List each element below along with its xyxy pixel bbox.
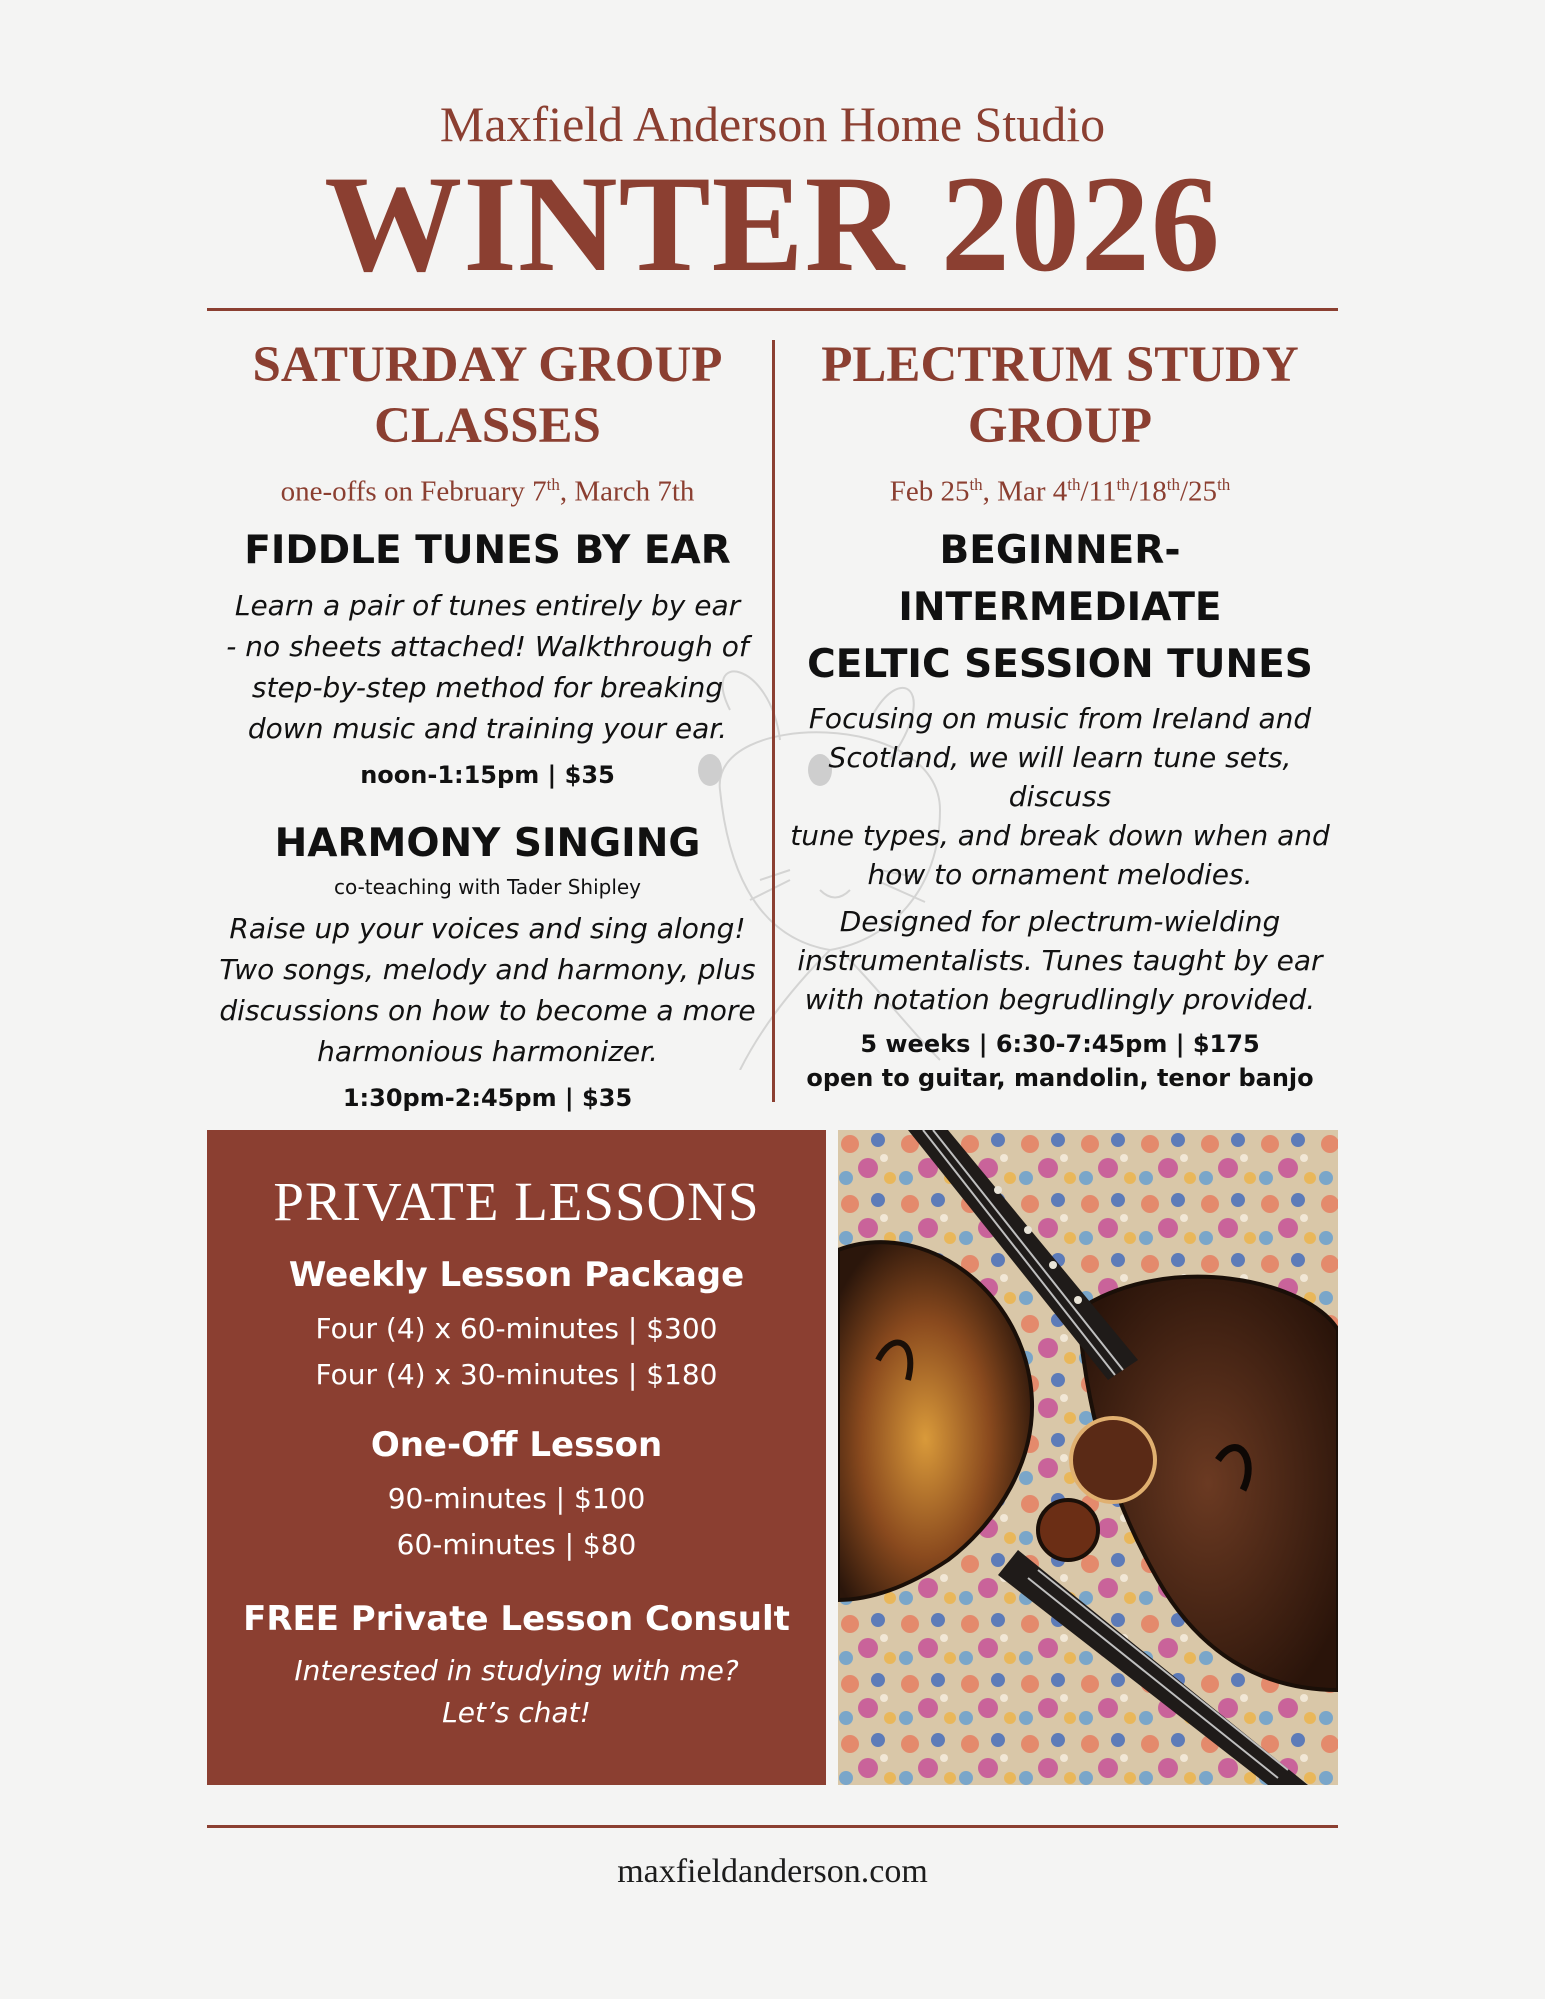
date-sup: th bbox=[1116, 475, 1130, 494]
consult-title: FREE Private Lesson Consult bbox=[243, 1599, 790, 1639]
desc-line: Focusing on music from Ireland and bbox=[808, 701, 1312, 735]
celtic-description-2 bbox=[780, 902, 1340, 1019]
column-divider bbox=[772, 340, 775, 1102]
oneoff-line: 60-minutes | $80 bbox=[396, 1528, 637, 1561]
celtic-title bbox=[780, 522, 1340, 693]
weekly-line: Four (4) x 30-minutes | $180 bbox=[315, 1358, 718, 1391]
oneoff-line: 90-minutes | $100 bbox=[387, 1482, 646, 1515]
date-part: /11 bbox=[1080, 475, 1117, 508]
date-part: , Mar 4 bbox=[982, 475, 1068, 508]
harmony-subtitle: co-teaching with Tader Shipley bbox=[333, 874, 642, 899]
fiddle-time-price: noon-1:15pm | $35 bbox=[360, 760, 615, 789]
harmony-description bbox=[205, 908, 770, 1072]
date-part: /18 bbox=[1129, 475, 1167, 508]
saturday-dates-part: one-offs on February 7 bbox=[280, 475, 547, 508]
plectrum-dates bbox=[780, 467, 1340, 510]
bottom-divider bbox=[207, 1825, 1338, 1828]
plectrum-heading-line1: PLECTRUM STUDY bbox=[821, 337, 1299, 393]
date-sup: th bbox=[1217, 475, 1231, 494]
desc-line: how to ornament melodies. bbox=[867, 857, 1253, 891]
footer-website[interactable]: maxfieldanderson.com bbox=[617, 1853, 928, 1890]
plectrum-heading bbox=[780, 335, 1340, 457]
date-sup: th bbox=[969, 475, 983, 494]
fiddle-title: FIDDLE TUNES BY EAR bbox=[244, 527, 731, 573]
desc-line: - no sheets attached! Walkthrough of bbox=[226, 629, 749, 663]
saturday-dates bbox=[205, 467, 770, 510]
desc-line: Scotland, we will learn tune sets, discuss bbox=[828, 740, 1292, 813]
private-lessons-heading: PRIVATE LESSONS bbox=[273, 1171, 760, 1232]
saturday-heading-line1: SATURDAY GROUP bbox=[252, 337, 723, 393]
oneoff-title: One-Off Lesson bbox=[370, 1425, 663, 1465]
desc-line: down music and training your ear. bbox=[247, 711, 728, 745]
saturday-dates-part2: , March 7th bbox=[559, 475, 695, 508]
desc-line: Raise up your voices and sing along! bbox=[229, 911, 746, 945]
celtic-title-line1: BEGINNER-INTERMEDIATE bbox=[898, 527, 1222, 630]
weekly-package-title: Weekly Lesson Package bbox=[288, 1255, 745, 1295]
desc-line: with notation begrudlingly provided. bbox=[804, 982, 1316, 1016]
plectrum-column bbox=[780, 335, 1340, 1095]
celtic-description bbox=[780, 699, 1340, 894]
harmony-time-price: 1:30pm-2:45pm | $35 bbox=[342, 1083, 633, 1112]
desc-line: instrumentalists. Tunes taught by ear bbox=[797, 943, 1323, 977]
season-title: WINTER 2026 bbox=[324, 147, 1221, 300]
date-sup: th bbox=[1067, 475, 1081, 494]
studio-name: Maxfield Anderson Home Studio bbox=[439, 96, 1106, 152]
weekly-line: Four (4) x 60-minutes | $300 bbox=[315, 1312, 718, 1345]
date-part: Feb 25 bbox=[889, 475, 970, 508]
desc-line: harmonious harmonizer. bbox=[317, 1034, 658, 1068]
date-sup: th bbox=[1166, 475, 1180, 494]
saturday-heading-line2: CLASSES bbox=[374, 398, 601, 454]
celtic-time-price: 5 weeks | 6:30-7:45pm | $175 bbox=[860, 1029, 1260, 1058]
desc-line: Learn a pair of tunes entirely by ear bbox=[234, 588, 741, 622]
plectrum-heading-line2: GROUP bbox=[967, 398, 1153, 454]
fiddle-description bbox=[205, 585, 770, 749]
desc-line: Two songs, melody and harmony, plus bbox=[219, 952, 756, 986]
private-lessons-box bbox=[207, 1130, 826, 1785]
harmony-title: HARMONY SINGING bbox=[274, 820, 701, 866]
consult-line: Let’s chat! bbox=[442, 1696, 591, 1729]
top-divider bbox=[207, 308, 1338, 311]
saturday-dates-sup: th bbox=[546, 475, 560, 494]
celtic-instruments: open to guitar, mandolin, tenor banjo bbox=[806, 1063, 1314, 1092]
consult-line: Interested in studying with me? bbox=[294, 1654, 739, 1687]
desc-line: tune types, and break down when and bbox=[790, 818, 1330, 852]
saturday-heading bbox=[205, 335, 770, 457]
desc-line: step-by-step method for breaking bbox=[251, 670, 724, 704]
mandolins-photo bbox=[838, 1130, 1338, 1785]
desc-line: Designed for plectrum-wielding bbox=[839, 904, 1281, 938]
saturday-classes-column bbox=[205, 335, 770, 1116]
date-part: /25 bbox=[1180, 475, 1218, 508]
desc-line: discussions on how to become a more bbox=[219, 993, 756, 1027]
celtic-title-line2: CELTIC SESSION TUNES bbox=[807, 641, 1313, 687]
